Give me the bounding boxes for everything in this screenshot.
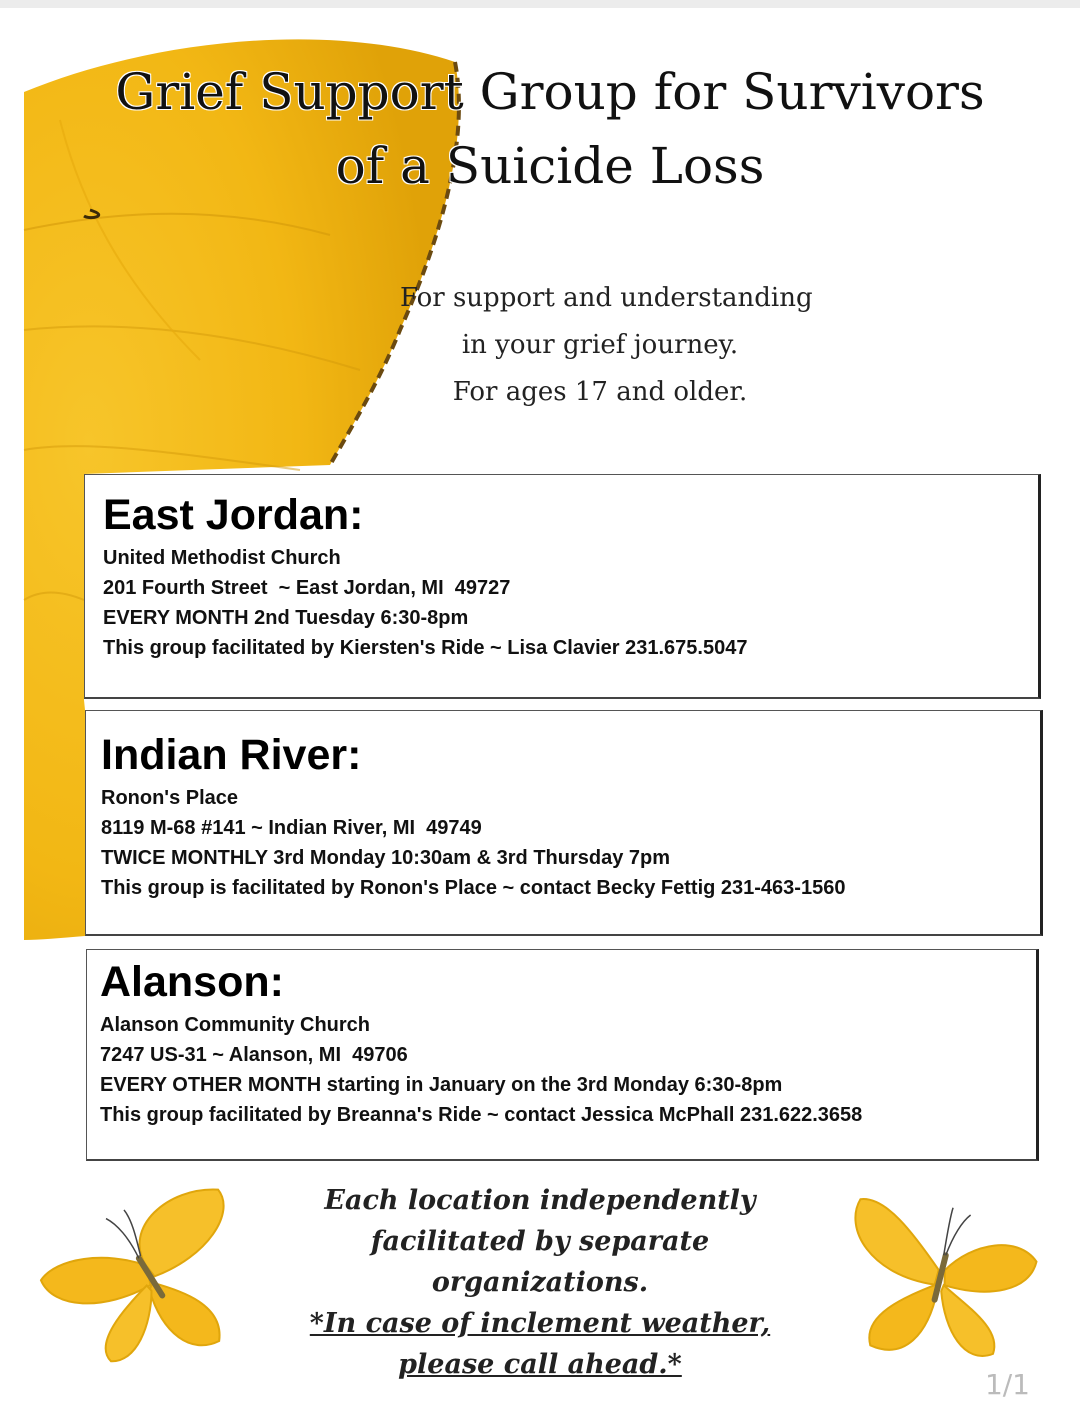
footer-line: Each location independently	[324, 1185, 756, 1216]
location-contact: This group facilitated by Breanna's Ride ~ contact Jessica McPhall 231.622.3658	[100, 1104, 863, 1126]
location-address: 7247 US-31 ~ Alanson, MI 49706	[100, 1044, 408, 1066]
footer-line: facilitated by separate	[370, 1226, 710, 1257]
location-venue: Ronon's Place	[101, 787, 239, 809]
page-indicator: 1/1	[984, 1368, 1030, 1401]
location-venue: United Methodist Church	[103, 547, 341, 569]
footer-line: organizations.	[431, 1267, 649, 1298]
location-heading: Alanson:	[100, 958, 284, 1006]
title-line: Grief Support Group for Survivors	[115, 63, 985, 121]
footer-note	[290, 1180, 790, 1385]
butterfly-icon	[820, 1185, 1060, 1375]
location-contact: This group is facilitated by Ronon's Place ~ contact Becky Fettig 231-463-1560	[101, 877, 846, 899]
subtitle	[400, 275, 813, 416]
weather-notice: please call ahead.*	[398, 1349, 682, 1380]
location-schedule: TWICE MONTHLY 3rd Monday 10:30am & 3rd Thursday 7pm	[101, 847, 671, 869]
location-heading: East Jordan:	[103, 491, 364, 539]
location-alanson	[86, 949, 1039, 1161]
title-line: of a Suicide Loss	[335, 137, 765, 195]
weather-notice: *In case of inclement weather,	[309, 1308, 771, 1339]
location-indian-river	[85, 710, 1043, 936]
location-heading: Indian River:	[101, 731, 362, 779]
location-east-jordan	[84, 474, 1041, 699]
butterfly-icon	[30, 1185, 270, 1375]
subtitle-line: For support and understanding	[400, 283, 813, 313]
location-address: 201 Fourth Street ~ East Jordan, MI 49727	[103, 577, 511, 599]
location-schedule: EVERY OTHER MONTH starting in January on the 3rd Monday 6:30-8pm	[100, 1074, 783, 1096]
location-contact: This group facilitated by Kiersten's Ride ~ Lisa Clavier 231.675.5047	[103, 637, 748, 659]
location-schedule: EVERY MONTH 2nd Tuesday 6:30-8pm	[103, 607, 469, 629]
subtitle-line: For ages 17 and older.	[452, 377, 748, 407]
subtitle-line: in your grief journey.	[461, 330, 739, 360]
location-address: 8119 M-68 #141 ~ Indian River, MI 49749	[101, 817, 482, 839]
page-title	[100, 55, 1000, 203]
location-venue: Alanson Community Church	[100, 1014, 371, 1036]
